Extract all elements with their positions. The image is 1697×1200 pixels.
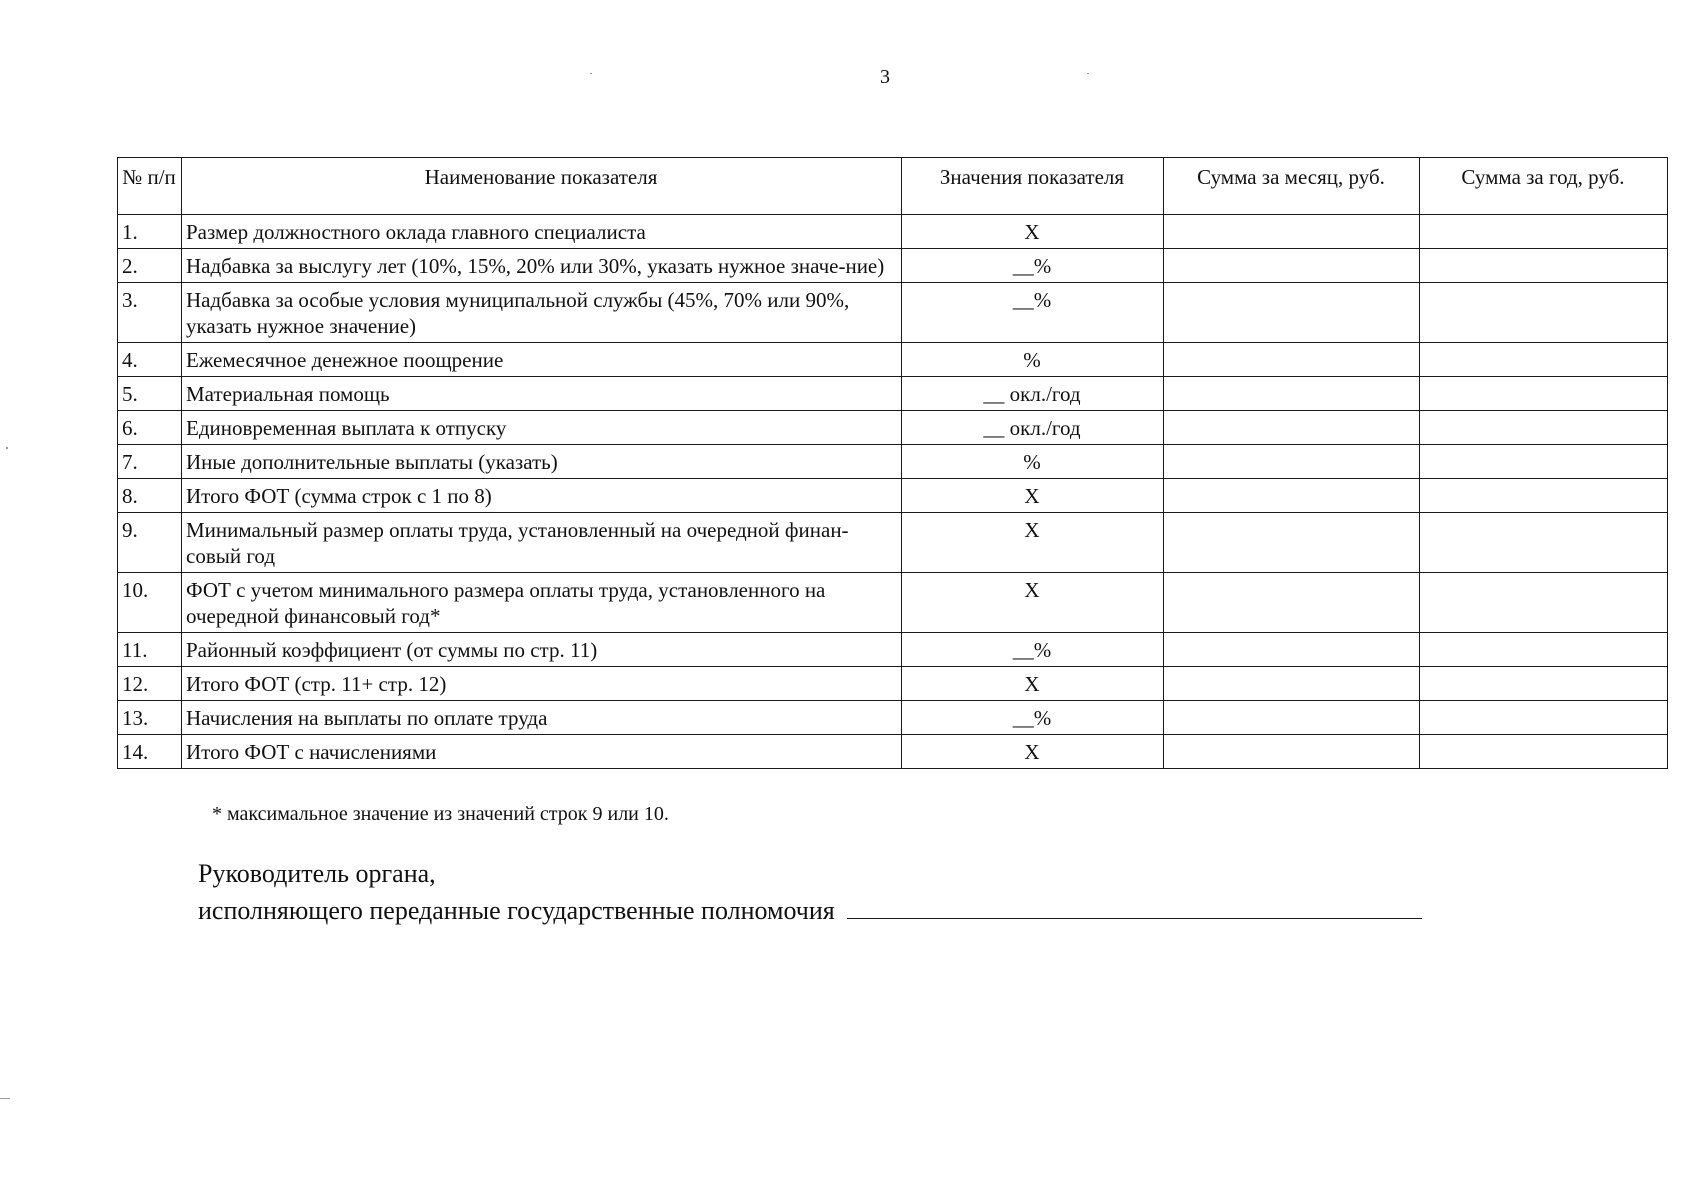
row-number: 2. xyxy=(118,249,182,283)
row-name: Начисления на выплаты по оплате труда xyxy=(182,701,902,735)
row-value: X xyxy=(902,735,1164,769)
row-name: Ежемесячное денежное поощрение xyxy=(182,343,902,377)
row-year-sum[interactable] xyxy=(1420,513,1668,573)
row-month-sum[interactable] xyxy=(1164,283,1420,343)
row-month-sum[interactable] xyxy=(1164,215,1420,249)
row-number: 8. xyxy=(118,479,182,513)
row-year-sum[interactable] xyxy=(1420,215,1668,249)
row-year-sum[interactable] xyxy=(1420,411,1668,445)
row-number: 11. xyxy=(118,633,182,667)
row-number: 1. xyxy=(118,215,182,249)
row-month-sum[interactable] xyxy=(1164,573,1420,633)
row-name: Районный коэффициент (от суммы по стр. 11) xyxy=(182,633,902,667)
row-year-sum[interactable] xyxy=(1420,479,1668,513)
row-value: __% xyxy=(902,633,1164,667)
row-number: 14. xyxy=(118,735,182,769)
scan-artifact xyxy=(0,1098,10,1099)
row-month-sum[interactable] xyxy=(1164,411,1420,445)
scan-artifact xyxy=(6,447,8,449)
header-num: № п/п xyxy=(118,158,182,215)
header-year-sum: Сумма за год, руб. xyxy=(1420,158,1668,215)
signature-blank-line[interactable] xyxy=(847,892,1422,919)
row-number: 7. xyxy=(118,445,182,479)
row-value: __% xyxy=(902,249,1164,283)
row-value: % xyxy=(902,343,1164,377)
row-name: Надбавка за особые условия муниципальной службы (45%, 70% или 90%, указать нужное значение) xyxy=(182,283,902,343)
table-row xyxy=(118,215,1668,249)
table-row xyxy=(118,343,1668,377)
row-month-sum[interactable] xyxy=(1164,633,1420,667)
table-row xyxy=(118,573,1668,633)
row-year-sum[interactable] xyxy=(1420,377,1668,411)
row-name: Итого ФОТ (сумма строк с 1 по 8) xyxy=(182,479,902,513)
header-name: Наименование показателя xyxy=(182,158,902,215)
row-month-sum[interactable] xyxy=(1164,479,1420,513)
row-number: 10. xyxy=(118,573,182,633)
table-row xyxy=(118,667,1668,701)
header-value: Значения показателя xyxy=(902,158,1164,215)
row-number: 12. xyxy=(118,667,182,701)
row-month-sum[interactable] xyxy=(1164,249,1420,283)
signature-line-2 xyxy=(198,892,1422,929)
table-header-row xyxy=(118,158,1668,215)
row-month-sum[interactable] xyxy=(1164,513,1420,573)
page-number: 3 xyxy=(880,66,890,88)
table-row xyxy=(118,479,1668,513)
row-value: X xyxy=(902,667,1164,701)
table-row xyxy=(118,249,1668,283)
row-month-sum[interactable] xyxy=(1164,377,1420,411)
row-year-sum[interactable] xyxy=(1420,445,1668,479)
row-value: __% xyxy=(902,283,1164,343)
row-number: 6. xyxy=(118,411,182,445)
scan-artifact xyxy=(1087,73,1089,74)
row-year-sum[interactable] xyxy=(1420,667,1668,701)
footnote: * максимальное значение из значений строк 9 или 10. xyxy=(212,803,669,825)
row-number: 9. xyxy=(118,513,182,573)
row-year-sum[interactable] xyxy=(1420,701,1668,735)
row-name: Минимальный размер оплаты труда, установленный на очередной финан-совый год xyxy=(182,513,902,573)
row-month-sum[interactable] xyxy=(1164,701,1420,735)
row-number: 13. xyxy=(118,701,182,735)
table-row xyxy=(118,735,1668,769)
row-number: 4. xyxy=(118,343,182,377)
row-value: __ окл./год xyxy=(902,411,1164,445)
signature-line-1: Руководитель органа, xyxy=(198,859,436,888)
row-value: __% xyxy=(902,701,1164,735)
scan-artifact xyxy=(590,73,592,74)
row-number: 3. xyxy=(118,283,182,343)
table-row xyxy=(118,377,1668,411)
row-month-sum[interactable] xyxy=(1164,735,1420,769)
row-month-sum[interactable] xyxy=(1164,667,1420,701)
row-name: Итого ФОТ с начислениями xyxy=(182,735,902,769)
signature-label: исполняющего переданные государственные полномочия xyxy=(198,896,835,925)
row-year-sum[interactable] xyxy=(1420,283,1668,343)
header-month-sum: Сумма за месяц, руб. xyxy=(1164,158,1420,215)
row-value: __ окл./год xyxy=(902,377,1164,411)
table-row xyxy=(118,633,1668,667)
row-month-sum[interactable] xyxy=(1164,343,1420,377)
row-value: X xyxy=(902,479,1164,513)
row-name: Иные дополнительные выплаты (указать) xyxy=(182,445,902,479)
row-number: 5. xyxy=(118,377,182,411)
row-value: X xyxy=(902,215,1164,249)
row-value: % xyxy=(902,445,1164,479)
table-row xyxy=(118,283,1668,343)
row-name: ФОТ с учетом минимального размера оплаты труда, установленного на очередной финансовый год* xyxy=(182,573,902,633)
row-value: X xyxy=(902,573,1164,633)
indicator-table xyxy=(117,157,1668,769)
signature-block xyxy=(198,856,1422,929)
row-name: Итого ФОТ (стр. 11+ стр. 12) xyxy=(182,667,902,701)
table-row xyxy=(118,445,1668,479)
row-year-sum[interactable] xyxy=(1420,249,1668,283)
table-row xyxy=(118,411,1668,445)
row-name: Единовременная выплата к отпуску xyxy=(182,411,902,445)
row-name: Надбавка за выслугу лет (10%, 15%, 20% или 30%, указать нужное значе-ние) xyxy=(182,249,902,283)
row-year-sum[interactable] xyxy=(1420,633,1668,667)
row-month-sum[interactable] xyxy=(1164,445,1420,479)
row-year-sum[interactable] xyxy=(1420,735,1668,769)
table-row xyxy=(118,701,1668,735)
row-year-sum[interactable] xyxy=(1420,343,1668,377)
row-name: Размер должностного оклада главного специалиста xyxy=(182,215,902,249)
row-name: Материальная помощь xyxy=(182,377,902,411)
table-row xyxy=(118,513,1668,573)
row-value: X xyxy=(902,513,1164,573)
row-year-sum[interactable] xyxy=(1420,573,1668,633)
